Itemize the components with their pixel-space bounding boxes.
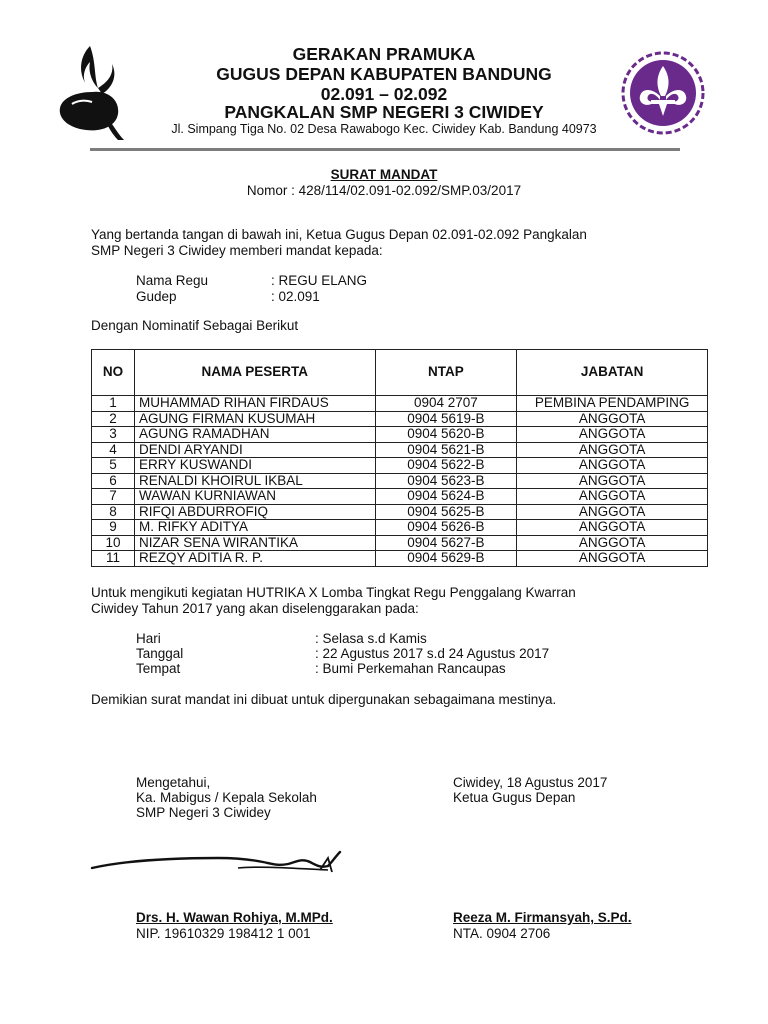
table-row (92, 504, 708, 520)
cell-jabatan: ANGGOTA (517, 458, 708, 474)
letter-title: SURAT MANDAT (330, 167, 438, 182)
cell-ntap: 0904 5624-B (375, 489, 517, 505)
tempat-value: : Bumi Perkemahan Rancaupas (315, 661, 506, 676)
cell-nama: NIZAR SENA WIRANTIKA (134, 535, 375, 551)
table-row (92, 551, 708, 567)
org-unit: GUGUS DEPAN KABUPATEN BANDUNG (216, 64, 552, 84)
nominatif-label: Dengan Nominatif Sebagai Berikut (91, 318, 299, 333)
cell-ntap: 0904 5622-B (375, 458, 517, 474)
cell-no: 5 (92, 458, 135, 474)
hari-value: : Selasa s.d Kamis (315, 631, 427, 646)
org-base: PANGKALAN SMP NEGERI 3 CIWIDEY (224, 102, 544, 122)
cell-ntap: 0904 5629-B (375, 551, 517, 567)
tanggal-label: Tanggal (136, 646, 184, 661)
cell-jabatan: PEMBINA PENDAMPING (517, 396, 708, 412)
cell-jabatan: ANGGOTA (517, 535, 708, 551)
cell-jabatan: ANGGOTA (517, 442, 708, 458)
cell-nama: REZQY ADITIA R. P. (134, 551, 375, 567)
org-name: GERAKAN PRAMUKA (292, 44, 476, 64)
table-header-row (92, 350, 708, 396)
cell-no: 4 (92, 442, 135, 458)
cell-no: 2 (92, 411, 135, 427)
org-address: Jl. Simpang Tiga No. 02 Desa Rawabogo Kec. Ciwidey Kab. Bandung 40973 (171, 122, 597, 136)
header-jabatan: JABATAN (517, 350, 708, 396)
cell-nama: RENALDI KHOIRUL IKBAL (134, 473, 375, 489)
event-line-1: Untuk mengikuti kegiatan HUTRIKA X Lomba Tingkat Regu Penggalang Kwarran (91, 585, 576, 600)
cell-nama: AGUNG FIRMAN KUSUMAH (134, 411, 375, 427)
cell-nama: WAWAN KURNIAWAN (134, 489, 375, 505)
sig-left-nip: NIP. 19610329 198412 1 001 (136, 926, 311, 941)
cell-no: 10 (92, 535, 135, 551)
sig-right-line-2: Ketua Gugus Depan (453, 790, 576, 805)
header-divider (90, 148, 680, 151)
table-row (92, 489, 708, 505)
gudep-value: : 02.091 (271, 289, 320, 304)
cell-ntap: 0904 5619-B (375, 411, 517, 427)
cell-ntap: 0904 5626-B (375, 520, 517, 536)
handwritten-signature (88, 848, 348, 878)
regu-label: Nama Regu (136, 273, 209, 288)
header-ntap: NTAP (375, 350, 517, 396)
intro-line-1: Yang bertanda tangan di bawah ini, Ketua Gugus Depan 02.091-02.092 Pangkalan (91, 227, 587, 242)
cell-ntap: 0904 5623-B (375, 473, 517, 489)
sig-left-line-2: Ka. Mabigus / Kepala Sekolah (136, 790, 317, 805)
cell-ntap: 0904 5625-B (375, 504, 517, 520)
cell-no: 7 (92, 489, 135, 505)
cell-ntap: 0904 5627-B (375, 535, 517, 551)
regu-value: : REGU ELANG (271, 273, 368, 288)
cell-no: 9 (92, 520, 135, 536)
cell-nama: DENDI ARYANDI (134, 442, 375, 458)
closing-statement: Demikian surat mandat ini dibuat untuk dipergunakan sebagaimana mestinya. (91, 692, 557, 707)
table-row (92, 535, 708, 551)
cell-no: 6 (92, 473, 135, 489)
cell-nama: M. RIFKY ADITYA (134, 520, 375, 536)
participant-table (91, 349, 708, 567)
cell-no: 8 (92, 504, 135, 520)
table-row (92, 458, 708, 474)
table-row (92, 411, 708, 427)
table-row (92, 520, 708, 536)
cell-ntap: 0904 5621-B (375, 442, 517, 458)
sig-left-name: Drs. H. Wawan Rohiya, M.MPd. (136, 910, 333, 925)
scout-emblem-logo (620, 50, 706, 136)
intro-line-2: SMP Negeri 3 Ciwidey memberi mandat kepada: (91, 243, 383, 258)
table-row (92, 396, 708, 412)
letter-number: Nomor : 428/114/02.091-02.092/SMP.03/2017 (246, 183, 522, 198)
tempat-label: Tempat (136, 661, 181, 676)
sig-left-line-1: Mengetahui, (136, 775, 211, 790)
org-code: 02.091 – 02.092 (320, 84, 448, 104)
sig-right-nta: NTA. 0904 2706 (453, 926, 551, 941)
cell-nama: MUHAMMAD RIHAN FIRDAUS (134, 396, 375, 412)
cell-jabatan: ANGGOTA (517, 427, 708, 443)
cell-nama: ERRY KUSWANDI (134, 458, 375, 474)
cell-jabatan: ANGGOTA (517, 520, 708, 536)
gudep-label: Gudep (136, 289, 177, 304)
table-row (92, 442, 708, 458)
event-line-2: Ciwidey Tahun 2017 yang akan diselenggarakan pada: (91, 601, 419, 616)
hari-label: Hari (136, 631, 161, 646)
cell-jabatan: ANGGOTA (517, 489, 708, 505)
cell-jabatan: ANGGOTA (517, 473, 708, 489)
cell-no: 3 (92, 427, 135, 443)
table-row (92, 427, 708, 443)
cell-ntap: 0904 2707 (375, 396, 517, 412)
cell-no: 1 (92, 396, 135, 412)
sig-right-line-1: Ciwidey, 18 Agustus 2017 (453, 775, 608, 790)
tanggal-value: : 22 Agustus 2017 s.d 24 Agustus 2017 (315, 646, 550, 661)
cell-no: 11 (92, 551, 135, 567)
cell-jabatan: ANGGOTA (517, 411, 708, 427)
cell-jabatan: ANGGOTA (517, 551, 708, 567)
cell-jabatan: ANGGOTA (517, 504, 708, 520)
cell-ntap: 0904 5620-B (375, 427, 517, 443)
sig-right-name: Reeza M. Firmansyah, S.Pd. (453, 910, 632, 925)
header-no: NO (92, 350, 135, 396)
cell-nama: RIFQI ABDURROFIQ (134, 504, 375, 520)
header-nama: NAMA PESERTA (134, 350, 375, 396)
table-row (92, 473, 708, 489)
cell-nama: AGUNG RAMADHAN (134, 427, 375, 443)
sig-left-line-3: SMP Negeri 3 Ciwidey (136, 805, 271, 820)
